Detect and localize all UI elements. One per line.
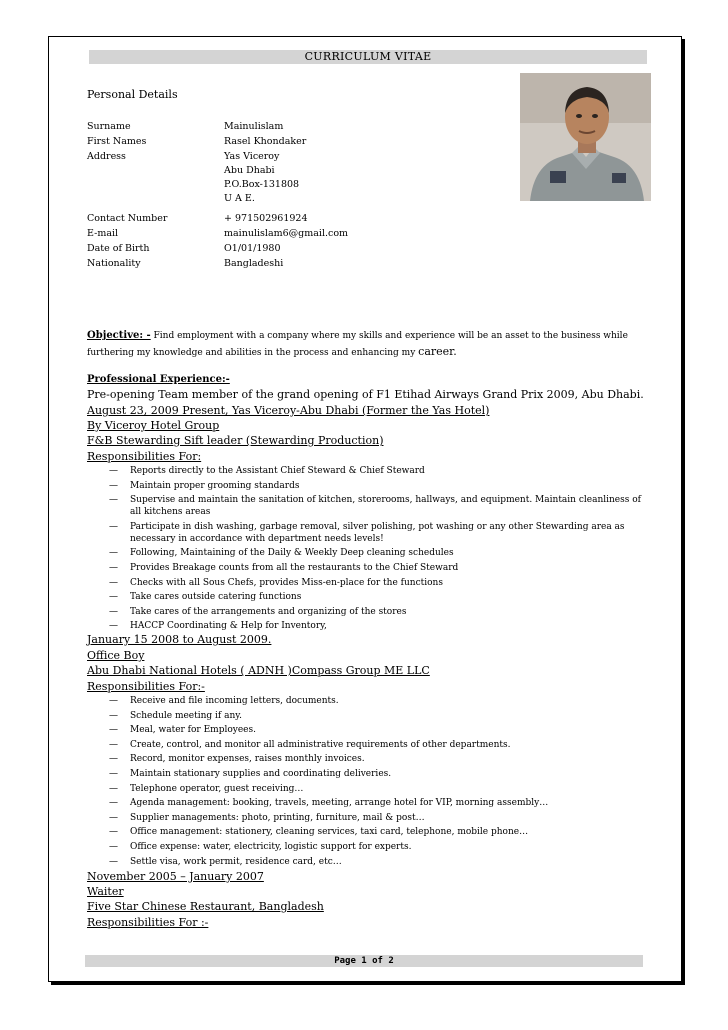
contact-label: Contact Number xyxy=(87,213,168,224)
cv-title: CURRICULUM VITAE xyxy=(89,50,647,64)
job3-dates: November 2005 – January 2007 xyxy=(87,870,264,883)
list-item: — Following, Maintaining of the Daily & Weekly Deep cleaning schedules xyxy=(109,548,454,559)
job3-company: Five Star Chinese Restaurant, Bangladesh xyxy=(87,900,324,913)
profile-photo xyxy=(520,73,651,201)
job1-position: F&B Stewarding Sift leader (Stewarding Production) xyxy=(87,434,384,447)
list-item: — Supplier managements: photo, printing, furniture, mail & post… xyxy=(109,812,425,823)
personal-details-heading: Personal Details xyxy=(87,88,178,101)
list-item: — Reports directly to the Assistant Chief Steward & Chief Steward xyxy=(109,466,425,476)
objective-text: Find employment with a company where my skills and experience will be an asset to the business while furthering my knowledge and abilities in the process and enhancing my xyxy=(87,331,628,358)
objective-paragraph xyxy=(87,328,647,361)
address-row xyxy=(87,151,299,207)
email-label: E-mail xyxy=(87,228,119,239)
list-item: — HACCP Coordinating & Help for Inventory, xyxy=(109,621,327,632)
objective-career: career. xyxy=(418,345,457,358)
list-item: — Maintain stationary supplies and coordinating deliveries. xyxy=(109,768,392,779)
surname-row xyxy=(87,121,283,135)
list-item: — Receive and file incoming letters, documents. xyxy=(109,696,339,706)
job2-responsibilities-list xyxy=(109,695,649,870)
list-item: — Office management: stationery, cleaning services, taxi card, telephone, mobile phone… xyxy=(109,827,529,838)
job3-responsibilities-label: Responsibilities For :- xyxy=(87,916,209,929)
first-names-value: Rasel Khondaker xyxy=(224,136,307,147)
objective-label: Objective: - xyxy=(87,330,151,341)
first-names-row xyxy=(87,136,306,150)
list-item: — Agenda management: booking, travels, meeting, arrange hotel for VIP, morning assembly… xyxy=(109,798,549,809)
dob-row xyxy=(87,243,281,257)
job2-responsibilities-label: Responsibilities For:- xyxy=(87,680,205,693)
email-value[interactable]: mainulislam6@gmail.com xyxy=(224,228,349,239)
address-line: P.O.Box-131808 xyxy=(224,179,300,190)
job3-position: Waiter xyxy=(87,885,124,898)
nationality-value: Bangladeshi xyxy=(224,258,284,269)
list-item: — Telephone operator, guest receiving… xyxy=(109,783,304,794)
list-item: — Checks with all Sous Chefs, provides Miss-en-place for the functions xyxy=(109,577,443,588)
dob-value: O1/01/1980 xyxy=(224,243,281,254)
job2-company: Abu Dhabi National Hotels ( ADNH )Compass Group ME LLC xyxy=(87,664,430,677)
list-item: — Office expense: water, electricity, logistic support for experts. xyxy=(109,841,412,852)
experience-heading: Professional Experience:- xyxy=(87,374,230,385)
job1-dates: August 23, 2009 Present, Yas Viceroy-Abu Dhabi (Former the Yas Hotel) xyxy=(87,404,490,417)
job1-responsibilities-list xyxy=(109,465,649,635)
contact-value: + 971502961924 xyxy=(224,213,308,224)
list-item: — Participate in dish washing, garbage removal, silver polishing, pot washing or any other Stewarding area as necessary in accordance with department needs levels! xyxy=(109,521,625,544)
job2-dates: January 15 2008 to August 2009. xyxy=(87,633,272,646)
surname-value: Mainulislam xyxy=(224,121,284,132)
page-number: Page 1 of 2 xyxy=(85,955,643,967)
surname-label: Surname xyxy=(87,121,131,132)
list-item: — Supervise and maintain the sanitation of kitchen, storerooms, hallways, and equipment. Maintain cleanliness of all kitchens areas xyxy=(109,495,641,518)
dob-label: Date of Birth xyxy=(87,243,150,254)
job2-position: Office Boy xyxy=(87,649,145,662)
address-label: Address xyxy=(87,151,126,162)
nationality-label: Nationality xyxy=(87,258,141,269)
address-line: U A E. xyxy=(224,193,255,204)
job1-responsibilities-label: Responsibilities For: xyxy=(87,450,202,463)
job1-company: By Viceroy Hotel Group xyxy=(87,419,220,432)
list-item: — Create, control, and monitor all administrative requirements of other departments. xyxy=(109,739,511,750)
list-item: — Maintain proper grooming standards xyxy=(109,480,300,491)
email-row xyxy=(87,228,348,242)
address-line: Abu Dhabi xyxy=(224,165,275,176)
experience-intro: Pre-opening Team member of the grand opening of F1 Etihad Airways Grand Prix 2009, Abu Dhabi. xyxy=(87,388,644,401)
list-item: — Settle visa, work permit, residence card, etc… xyxy=(109,856,342,867)
list-item: — Take cares of the arrangements and organizing of the stores xyxy=(109,606,407,617)
list-item: — Record, monitor expenses, raises monthly invoices. xyxy=(109,754,365,765)
list-item: — Meal, water for Employees. xyxy=(109,725,256,736)
list-item: — Provides Breakage counts from all the restaurants to the Chief Steward xyxy=(109,562,459,573)
first-names-label: First Names xyxy=(87,136,147,147)
contact-row xyxy=(87,213,308,227)
list-item: — Take cares outside catering functions xyxy=(109,592,302,603)
address-line: Yas Viceroy xyxy=(224,151,280,162)
list-item: — Schedule meeting if any. xyxy=(109,710,243,721)
nationality-row xyxy=(87,258,283,272)
